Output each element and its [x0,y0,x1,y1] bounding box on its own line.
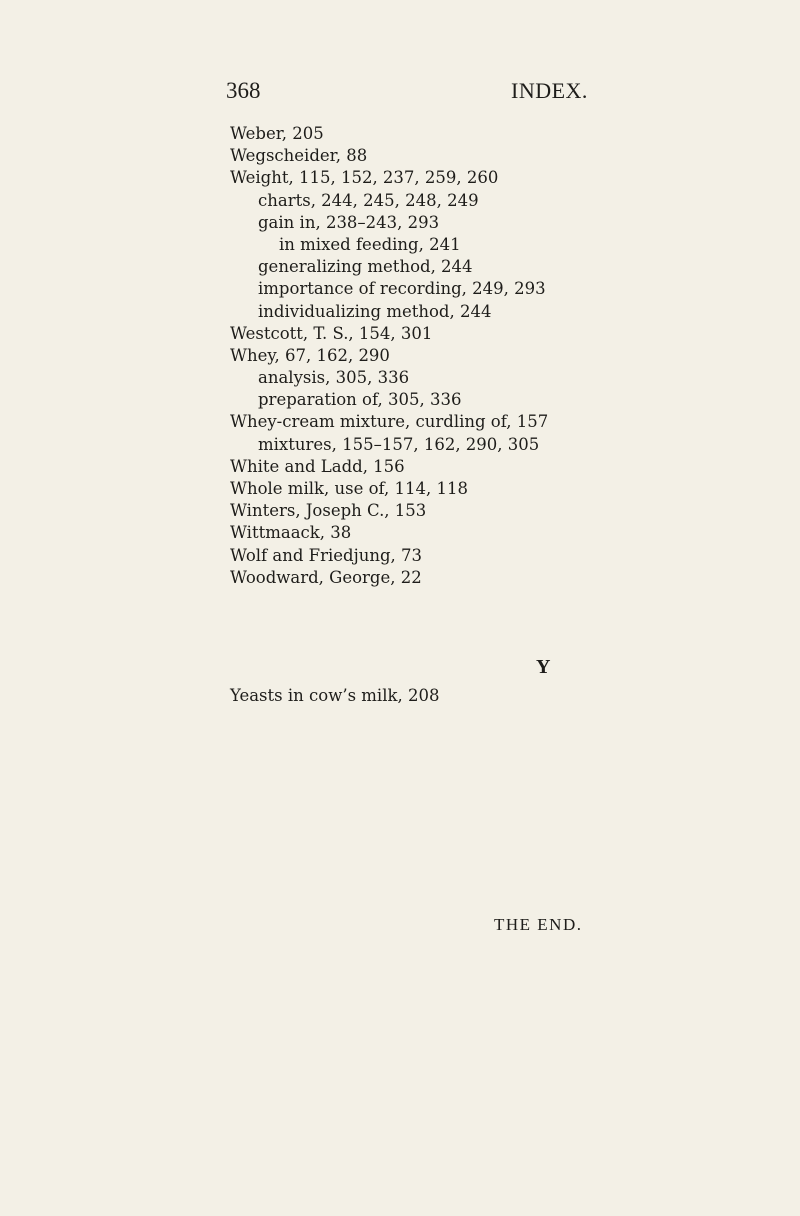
index-subentry: individualizing method, 244 [258,301,492,321]
index-subentry: preparation of, 305, 336 [258,390,462,410]
index-subsubentry: in mixed feeding, 241 [279,234,461,254]
index-entry: Yeasts in cow’s milk, 208 [230,686,440,705]
index-entry: Whole milk, use of, 114, 118 [230,479,469,498]
section-heading-y: Y [536,656,551,678]
closing-text: THE END. [494,915,583,934]
index-entry: Winters, Joseph C., 153 [230,501,427,521]
index-subentry: analysis, 305, 336 [258,368,410,388]
index-subentry: gain in, 238–243, 293 [258,212,440,232]
index-entry: Whey, 67, 162, 290 [230,345,390,365]
index-subentry: mixtures, 155–157, 162, 290, 305 [258,434,540,454]
index-entries-y [230,685,439,707]
index-entry: Weber, 205 [230,124,324,143]
index-subentry: charts, 244, 245, 248, 249 [258,190,479,210]
index-entry: Wittmaack, 38 [230,523,352,543]
running-head: INDEX. [511,78,588,103]
index-entry: Whey-cream mixture, curdling of, 157 [230,412,549,432]
index-subentry: generalizing method, 244 [258,257,473,277]
index-entry: Woodward, George, 22 [230,567,422,587]
index-entry: Wolf and Friedjung, 73 [230,545,423,565]
index-subentry: importance of recording, 249, 293 [258,279,546,299]
index-entry: Westcott, T. S., 154, 301 [230,323,433,343]
index-entry: White and Ladd, 156 [230,456,405,476]
index-entries-w [230,123,770,589]
index-entry: Wegscheider, 88 [230,146,368,166]
page-number: 368 [226,78,261,103]
index-entry: Weight, 115, 152, 237, 259, 260 [230,168,499,188]
